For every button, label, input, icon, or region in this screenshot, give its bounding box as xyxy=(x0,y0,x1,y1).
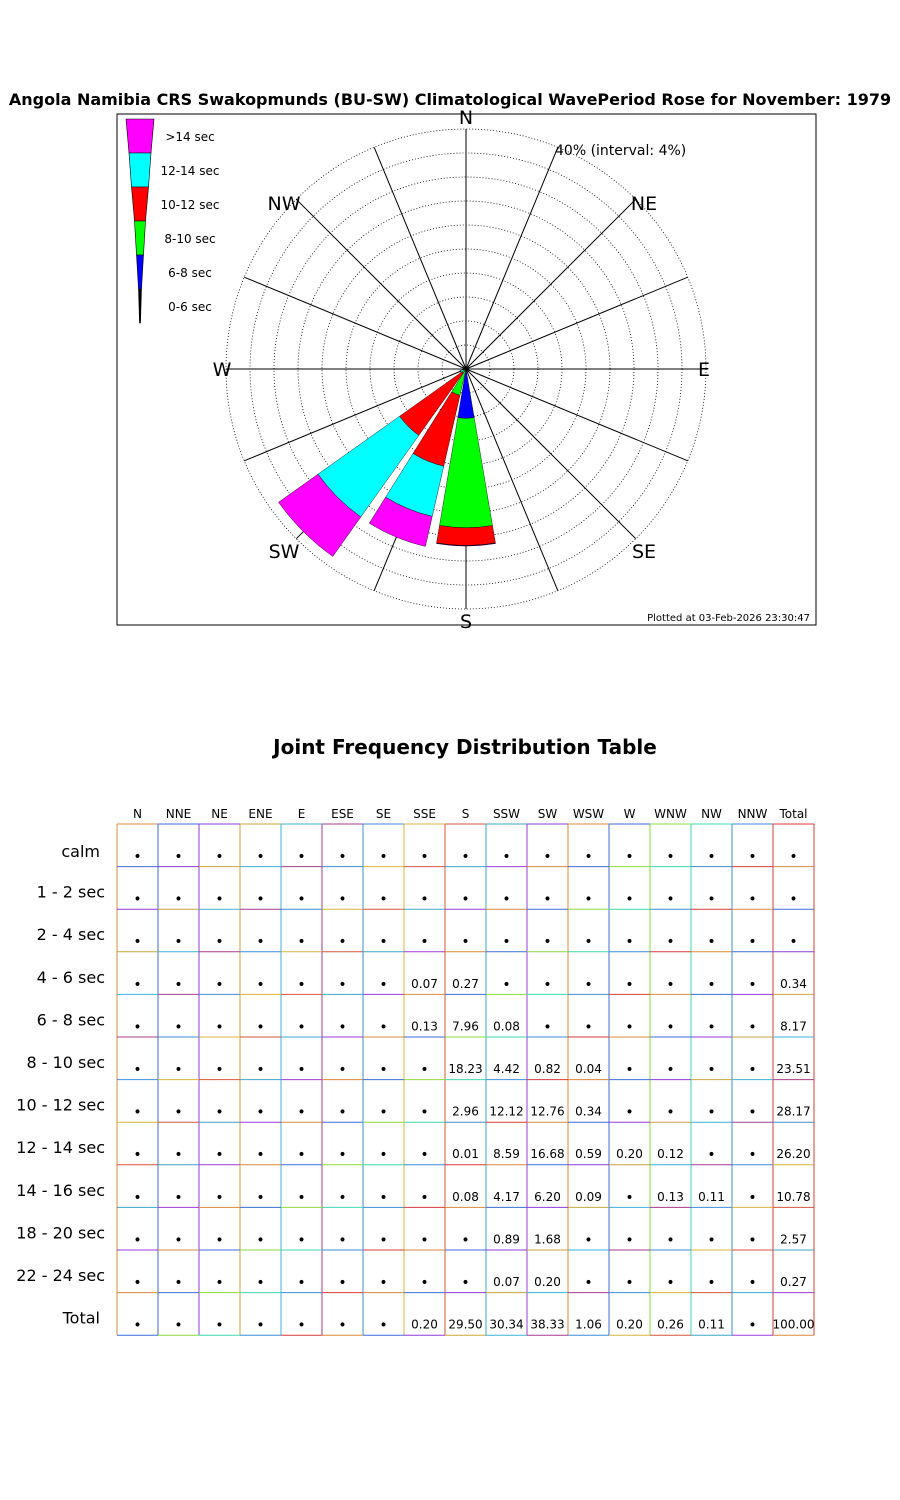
table-cell: • xyxy=(297,849,306,865)
table-cell: • xyxy=(420,849,429,865)
table-row-label: 4 - 6 sec xyxy=(36,967,105,987)
table-cell: • xyxy=(625,1104,634,1121)
table-cell: • xyxy=(256,934,265,951)
table-cell: 38.33 xyxy=(530,1317,565,1332)
table-cell: • xyxy=(584,849,593,865)
compass-label-sw: SW xyxy=(268,541,300,563)
table-cell: • xyxy=(748,849,757,865)
table-cell: • xyxy=(707,1019,716,1036)
table-cell: 0.82 xyxy=(534,1062,561,1076)
table-col-header-ese: ESE xyxy=(331,807,354,821)
table-cell: • xyxy=(502,976,511,993)
legend-label-2: 10-12 sec xyxy=(160,198,220,212)
table-cell: • xyxy=(256,976,265,993)
plot-timestamp: Plotted at 03-Feb-2026 23:30:47 xyxy=(647,613,810,624)
table-cell: • xyxy=(420,891,429,908)
table-cell: • xyxy=(789,891,798,908)
table-cell: • xyxy=(338,891,347,908)
table-cell: • xyxy=(625,849,634,865)
table-cell: • xyxy=(420,1189,429,1206)
table-cell: 0.08 xyxy=(493,1019,520,1034)
table-cell: • xyxy=(215,1189,224,1206)
table-cell: • xyxy=(625,1275,634,1291)
table-cell: 0.20 xyxy=(616,1147,643,1162)
table-cell: • xyxy=(215,891,224,908)
table-cell: 0.07 xyxy=(493,1275,520,1289)
table-col-header-ssw: SSW xyxy=(492,807,521,821)
table-cell: 23.51 xyxy=(776,1062,811,1076)
compass-label-n: N xyxy=(458,107,474,129)
table-cell: • xyxy=(133,1317,142,1334)
table-cell: • xyxy=(584,1019,593,1036)
table-col-header-wsw: WSW xyxy=(572,807,605,821)
table-cell: • xyxy=(297,1062,306,1078)
table-cell: 100.00 xyxy=(772,1317,815,1332)
table-cell: • xyxy=(297,1147,306,1164)
compass-label-s: S xyxy=(459,611,473,633)
table-cell: • xyxy=(256,1275,265,1291)
table-col-header-total: Total xyxy=(779,807,808,821)
table-cell: 0.09 xyxy=(575,1189,602,1204)
table-cell: • xyxy=(297,1317,306,1334)
table-cell: • xyxy=(379,1104,388,1121)
table-cell: • xyxy=(707,976,716,993)
table-cell: 0.12 xyxy=(657,1147,684,1162)
table-cell: • xyxy=(297,976,306,993)
table-cell: • xyxy=(543,976,552,993)
table-cell: • xyxy=(748,1275,757,1291)
table-cell: • xyxy=(420,1104,429,1121)
table-cell: • xyxy=(748,1104,757,1121)
table-cell: 12.76 xyxy=(530,1104,565,1119)
table-cell: • xyxy=(748,1147,757,1164)
table-col-header-sw: SW xyxy=(537,807,558,821)
table-cell: 0.08 xyxy=(452,1189,479,1204)
table-cell: • xyxy=(584,1275,593,1291)
table-row-labels xyxy=(16,842,105,1328)
table-cell: • xyxy=(133,1232,142,1249)
table-col-header-w: W xyxy=(623,807,636,821)
table-cell: • xyxy=(174,1317,183,1334)
compass-label-e: E xyxy=(697,359,711,381)
table-cell: 0.27 xyxy=(452,976,479,991)
table-cell: • xyxy=(256,1019,265,1036)
compass-label-ne: NE xyxy=(630,193,658,215)
table-cell: • xyxy=(256,1147,265,1164)
table-cell: • xyxy=(748,1062,757,1078)
table-cell: • xyxy=(666,1019,675,1036)
table-cell: • xyxy=(502,891,511,908)
table-cell: • xyxy=(420,1275,429,1291)
table-col-header-ne: NE xyxy=(211,807,228,821)
table-cell: • xyxy=(461,1275,470,1291)
table-cell: • xyxy=(256,849,265,865)
table-cell: • xyxy=(338,1232,347,1249)
table-cell: • xyxy=(379,1189,388,1206)
table-cell: • xyxy=(215,1275,224,1291)
table-cell: 26.20 xyxy=(776,1147,811,1162)
table-cell: • xyxy=(297,1275,306,1291)
compass-label-w: W xyxy=(212,359,232,381)
table-cell: 8.17 xyxy=(780,1019,807,1034)
table-cell: 0.20 xyxy=(534,1275,561,1289)
table-cell: • xyxy=(338,1317,347,1334)
table-cell: • xyxy=(666,1062,675,1078)
table-row-label: 2 - 4 sec xyxy=(36,925,105,945)
table-cell: 16.68 xyxy=(530,1147,565,1162)
table-cell: • xyxy=(584,976,593,993)
table-cells xyxy=(133,849,814,1334)
table-cell: 0.13 xyxy=(411,1019,438,1034)
table-col-header-nnw: NNW xyxy=(737,807,768,821)
table-cell: • xyxy=(338,1275,347,1291)
table-cell: • xyxy=(215,849,224,865)
table-col-header-s: S xyxy=(461,807,470,821)
table-cell: • xyxy=(174,1147,183,1164)
table-cell: • xyxy=(256,1104,265,1121)
table-cell: • xyxy=(174,1104,183,1121)
table-col-header-sse: SSE xyxy=(413,807,436,821)
table-cell: 0.04 xyxy=(575,1062,602,1076)
table-cell: 4.17 xyxy=(493,1189,520,1204)
table-cell: • xyxy=(297,1232,306,1249)
table-cell: • xyxy=(625,891,634,908)
table-cell: 10.78 xyxy=(776,1189,811,1204)
table-cell: • xyxy=(338,976,347,993)
table-cell: • xyxy=(461,891,470,908)
table-cell: 0.27 xyxy=(780,1275,807,1289)
table-cell: • xyxy=(297,891,306,908)
table-col-header-nw: NW xyxy=(701,807,722,821)
table-cell: • xyxy=(133,849,142,865)
table-cell: 0.59 xyxy=(575,1147,602,1162)
table-cell: • xyxy=(748,1189,757,1206)
table-cell: • xyxy=(338,1189,347,1206)
table-cell: • xyxy=(174,1019,183,1036)
table-cell: • xyxy=(379,1062,388,1078)
table-cell: 12.12 xyxy=(489,1104,524,1119)
table-title: Joint Frequency Distribution Table xyxy=(273,735,657,759)
table-cell: • xyxy=(707,1104,716,1121)
table-cell: • xyxy=(338,1147,347,1164)
table-cell: • xyxy=(748,891,757,908)
table-cell: • xyxy=(338,1062,347,1078)
table-cell: • xyxy=(707,1275,716,1291)
table-column-headers xyxy=(133,807,808,821)
table-cell: • xyxy=(748,1019,757,1036)
table-cell: • xyxy=(707,891,716,908)
table-row-label: 6 - 8 sec xyxy=(36,1010,105,1030)
table-cell: • xyxy=(748,976,757,993)
table-cell: • xyxy=(584,891,593,908)
table-cell: 30.34 xyxy=(489,1317,524,1332)
rose-chart-title: Angola Namibia CRS Swakopmunds (BU-SW) Climatological WavePeriod Rose for November: 1979 xyxy=(8,90,892,109)
table-cell: • xyxy=(256,1062,265,1078)
table-cell: • xyxy=(584,1232,593,1249)
table-cell: • xyxy=(789,849,798,865)
table-cell: • xyxy=(297,1019,306,1036)
table-cell: • xyxy=(379,976,388,993)
table-cell: • xyxy=(215,1062,224,1078)
table-cell: • xyxy=(707,1062,716,1078)
table-cell: • xyxy=(748,934,757,951)
table-cell: • xyxy=(789,934,798,951)
table-cell: • xyxy=(338,1019,347,1036)
table-cell: • xyxy=(666,1104,675,1121)
table-cell: • xyxy=(543,891,552,908)
table-cell: • xyxy=(584,934,593,951)
table-cell: • xyxy=(666,1275,675,1291)
legend-label-1: 12-14 sec xyxy=(160,164,220,178)
table-cell: • xyxy=(420,1232,429,1249)
table-cell: • xyxy=(666,849,675,865)
table-row-label: 8 - 10 sec xyxy=(26,1053,105,1072)
table-cell: • xyxy=(666,976,675,993)
table-cell: 8.59 xyxy=(493,1147,520,1162)
table-cell: • xyxy=(461,934,470,951)
table-cell: 2.57 xyxy=(780,1232,807,1247)
table-cell: • xyxy=(215,1019,224,1036)
legend-label-3: 8-10 sec xyxy=(164,232,216,246)
table-cell: 0.34 xyxy=(780,976,807,991)
table-cell: • xyxy=(379,849,388,865)
table-cell: • xyxy=(625,1062,634,1078)
table-cell: • xyxy=(748,1317,757,1334)
table-cell: • xyxy=(215,934,224,951)
table-cell: • xyxy=(420,1147,429,1164)
table-cell: • xyxy=(174,1062,183,1078)
table-cell: • xyxy=(174,1232,183,1249)
table-cell: • xyxy=(338,1104,347,1121)
table-cell: 0.13 xyxy=(657,1189,684,1204)
table-cell: • xyxy=(297,934,306,951)
table-col-header-se: SE xyxy=(375,807,392,821)
table-row-label: calm xyxy=(61,842,100,861)
table-cell: 7.96 xyxy=(452,1019,479,1034)
table-cell: 0.89 xyxy=(493,1232,520,1247)
table-cell: 4.42 xyxy=(493,1062,520,1076)
table-cell: • xyxy=(174,934,183,951)
table-cell: • xyxy=(174,891,183,908)
table-cell: • xyxy=(707,1232,716,1249)
table-cell: • xyxy=(625,1019,634,1036)
table-cell: • xyxy=(215,1317,224,1334)
table-row-label: 22 - 24 sec xyxy=(16,1266,105,1285)
legend-label-5: 0-6 sec xyxy=(168,300,212,314)
legend-label-4: 6-8 sec xyxy=(168,266,212,280)
table-cell: 0.11 xyxy=(698,1189,725,1204)
table-cell: 1.06 xyxy=(575,1317,602,1332)
table-cell: • xyxy=(256,891,265,908)
table-cell: • xyxy=(379,934,388,951)
table-cell: • xyxy=(338,934,347,951)
table-cell: • xyxy=(461,849,470,865)
table-cell: 6.20 xyxy=(534,1189,561,1204)
table-cell: • xyxy=(174,976,183,993)
table-cell: • xyxy=(420,934,429,951)
table-cell: • xyxy=(379,1147,388,1164)
table-cell: • xyxy=(133,1019,142,1036)
table-cell: 0.20 xyxy=(411,1317,438,1332)
table-col-header-nne: NNE xyxy=(165,807,192,821)
table-cell: • xyxy=(625,1232,634,1249)
legend-label-0: >14 sec xyxy=(165,130,215,144)
table-cell: 28.17 xyxy=(776,1104,811,1119)
table-cell: • xyxy=(174,849,183,865)
table-cell: 0.07 xyxy=(411,976,438,991)
table-cell: • xyxy=(379,891,388,908)
table-cell: • xyxy=(707,1147,716,1164)
table-cell: • xyxy=(174,1275,183,1291)
table-cell: • xyxy=(174,1189,183,1206)
table-cell: • xyxy=(666,934,675,951)
table-cell: • xyxy=(133,1189,142,1206)
table-cell: 0.20 xyxy=(616,1317,643,1332)
table-cell: • xyxy=(215,1147,224,1164)
table-cell: • xyxy=(133,1062,142,1078)
table-cell: 1.68 xyxy=(534,1232,561,1247)
compass-label-nw: NW xyxy=(267,193,301,215)
table-cell: • xyxy=(502,849,511,865)
table-cell: • xyxy=(666,1232,675,1249)
table-row-label: 14 - 16 sec xyxy=(16,1180,105,1200)
table-cell: • xyxy=(338,849,347,865)
table-cell: • xyxy=(215,1104,224,1121)
table-cell: • xyxy=(379,1232,388,1249)
table-cell: • xyxy=(133,1104,142,1121)
table-cell: 0.01 xyxy=(452,1147,479,1162)
table-cell: • xyxy=(133,934,142,951)
table-row-label: 10 - 12 sec xyxy=(16,1095,105,1115)
table-cell: • xyxy=(379,1275,388,1291)
table-row-label: 18 - 20 sec xyxy=(16,1223,105,1243)
table-cell: • xyxy=(379,1019,388,1036)
table-cell: 0.26 xyxy=(657,1317,684,1332)
table-cell: • xyxy=(256,1317,265,1334)
table-cell: • xyxy=(666,891,675,908)
table-cell: • xyxy=(502,934,511,951)
table-row-label: Total xyxy=(62,1308,100,1328)
table-col-header-wnw: WNW xyxy=(654,807,687,821)
table-col-header-ene: ENE xyxy=(248,807,273,821)
table-cell: • xyxy=(625,1189,634,1206)
table-cell: • xyxy=(133,1147,142,1164)
table-cell: • xyxy=(543,934,552,951)
table-cell: • xyxy=(379,1317,388,1334)
table-cell: • xyxy=(297,1189,306,1206)
table-row-label: 1 - 2 sec xyxy=(36,882,105,902)
compass-label-se: SE xyxy=(631,541,657,563)
table-row-label: 12 - 14 sec xyxy=(16,1138,105,1158)
table-col-header-e: E xyxy=(297,807,306,821)
table-cell: • xyxy=(461,1232,470,1249)
table-cell: 0.11 xyxy=(698,1317,725,1332)
table-cell: • xyxy=(420,1062,429,1078)
table-cell: 18.23 xyxy=(448,1062,483,1076)
table-cell: 29.50 xyxy=(448,1317,483,1332)
table-cell: • xyxy=(133,891,142,908)
table-cell: • xyxy=(256,1189,265,1206)
ring-scale-label: 40% (interval: 4%) xyxy=(555,143,687,159)
table-cell: • xyxy=(256,1232,265,1249)
table-cell: • xyxy=(625,976,634,993)
table-cell: 2.96 xyxy=(452,1104,479,1119)
table-cell: • xyxy=(215,1232,224,1249)
table-cell: • xyxy=(707,849,716,865)
table-cell: • xyxy=(133,1275,142,1291)
table-cell: • xyxy=(707,934,716,951)
table-cell: • xyxy=(543,849,552,865)
table-col-header-n: N xyxy=(133,807,142,821)
table-cell: • xyxy=(625,934,634,951)
table-cell: 0.34 xyxy=(575,1104,602,1119)
table-cell: • xyxy=(297,1104,306,1121)
table-cell: • xyxy=(133,976,142,993)
table-cell: • xyxy=(215,976,224,993)
table-cell: • xyxy=(543,1019,552,1036)
table-cell: • xyxy=(748,1232,757,1249)
